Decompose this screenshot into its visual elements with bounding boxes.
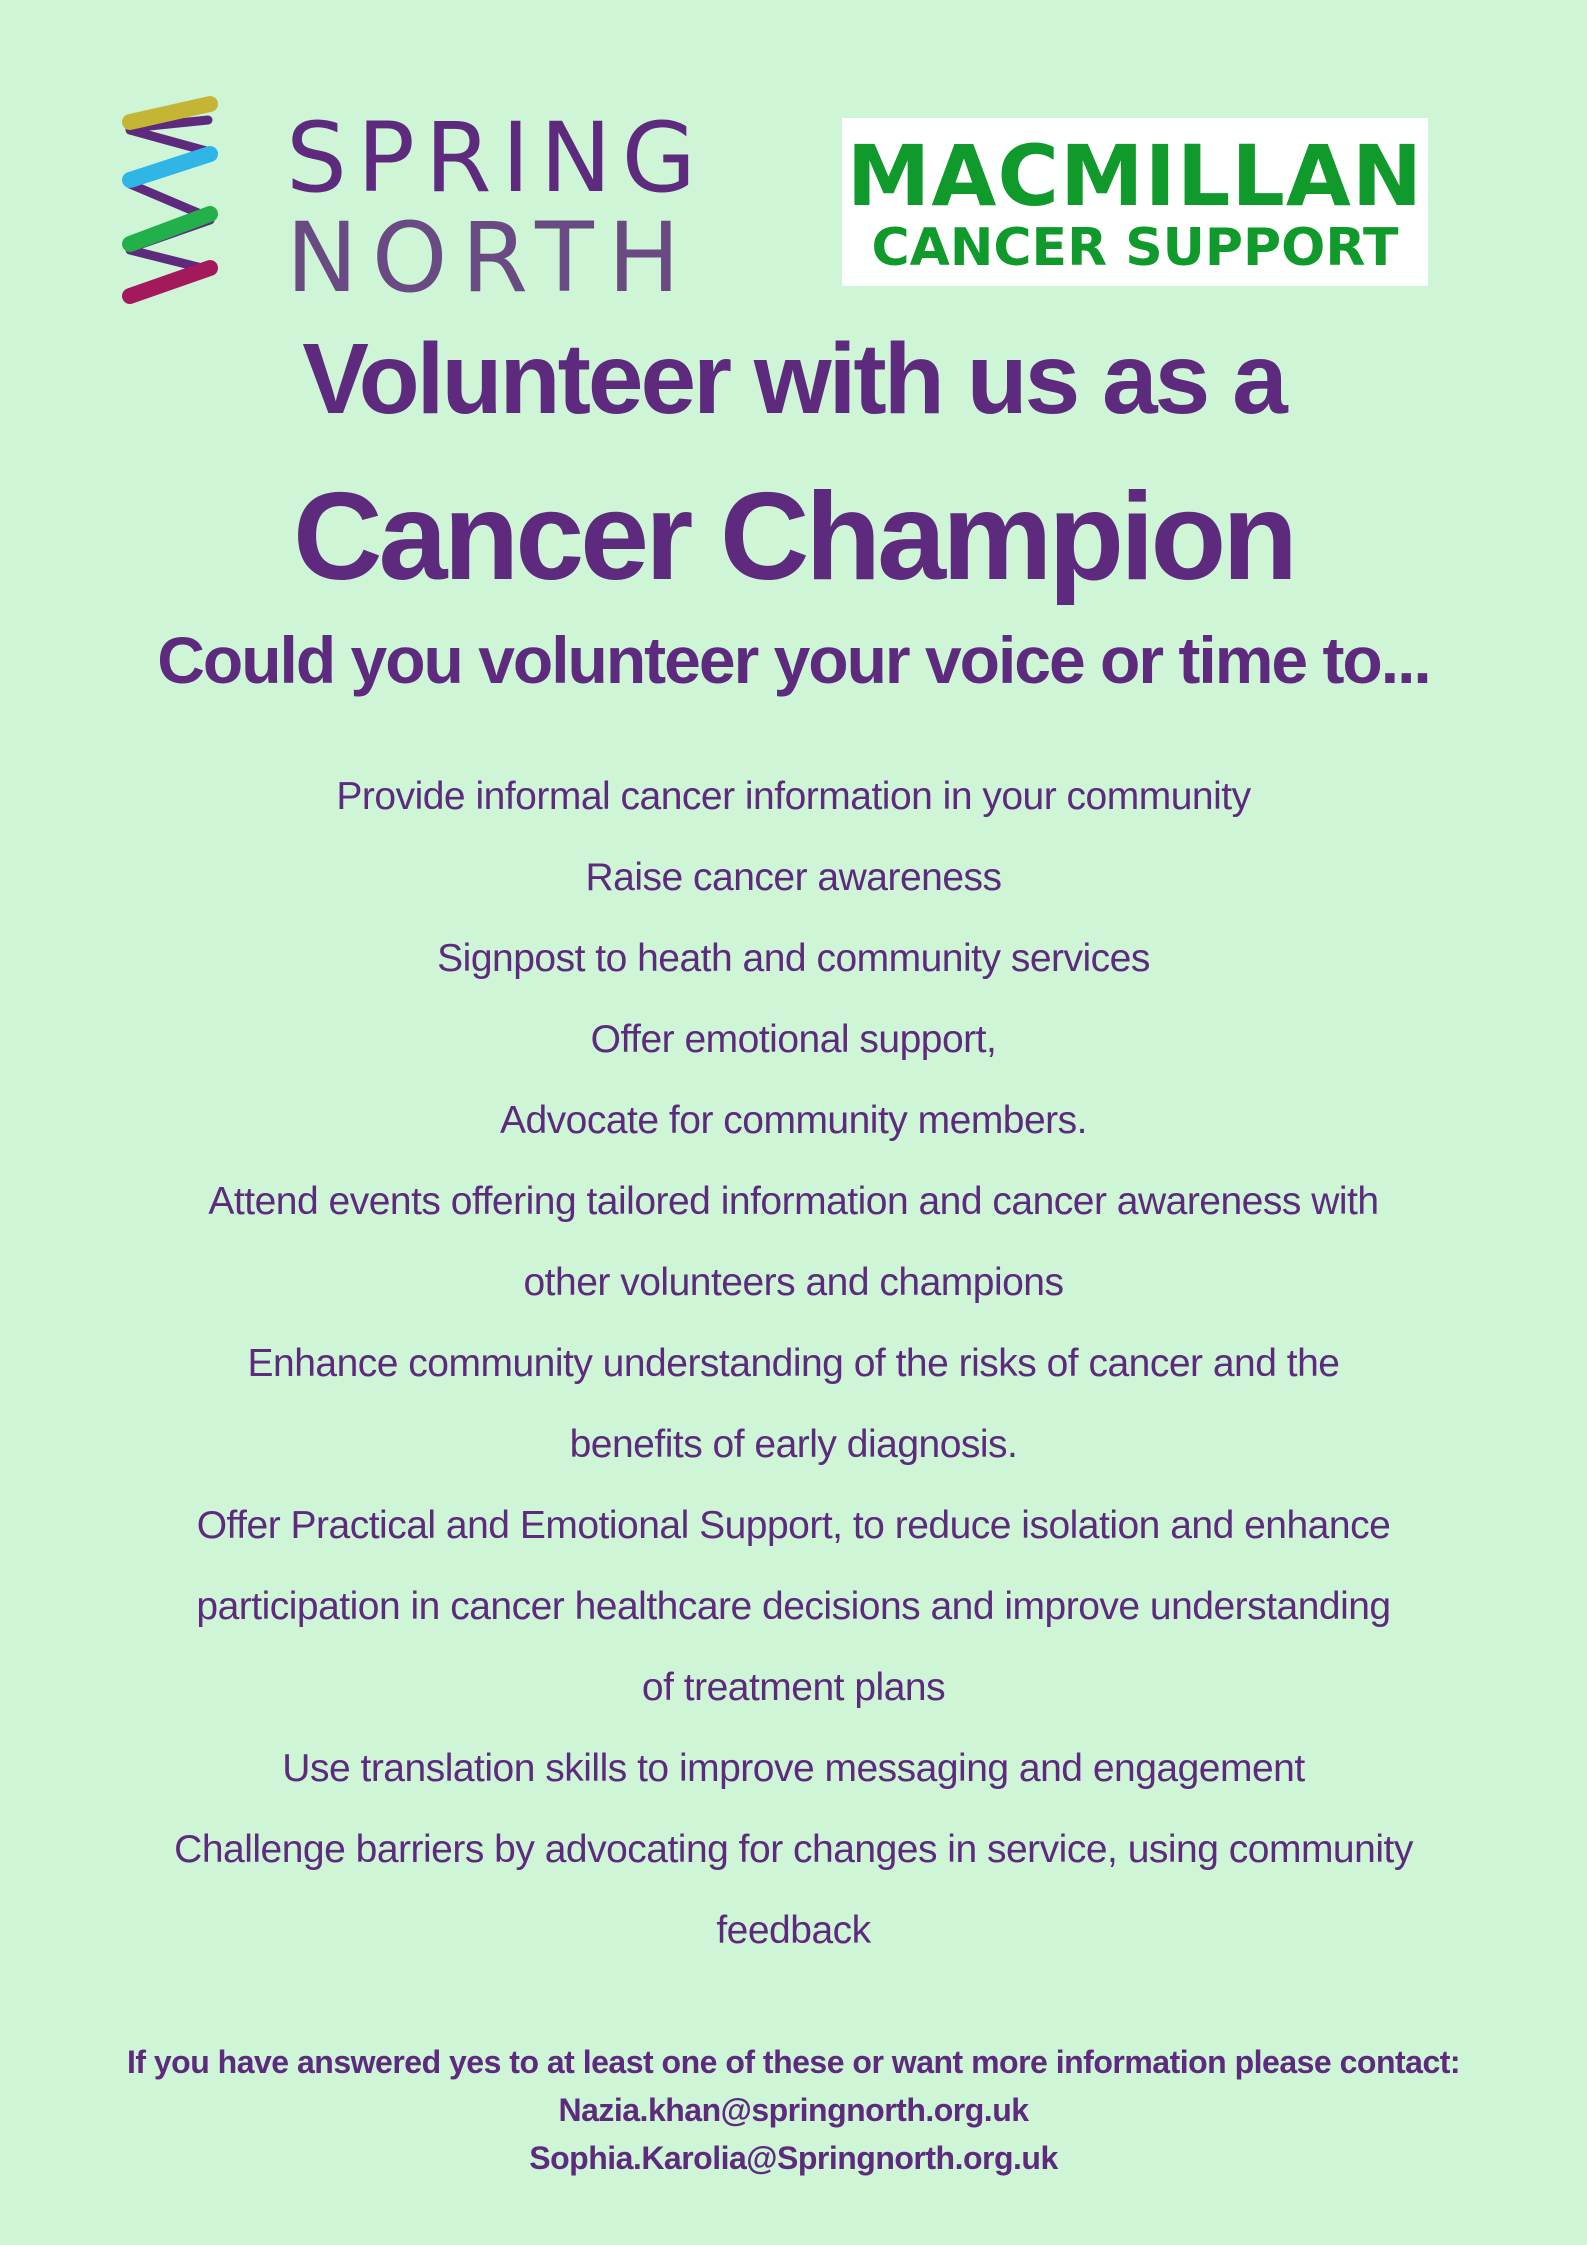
macmillan-word: MACMILLAN <box>846 127 1424 225</box>
activity-line: benefits of early diagnosis. <box>569 1423 1018 1466</box>
subheading-question: Could you volunteer your voice or time to... <box>157 623 1430 697</box>
activity-line: participation in cancer healthcare decisions and improve understanding <box>196 1585 1391 1628</box>
activities-list <box>60 756 1527 1971</box>
contact-section <box>0 2038 1587 2182</box>
activity-line: of treatment plans <box>641 1666 946 1709</box>
activity-line: Signpost to heath and community services <box>437 937 1150 980</box>
activity-line: Offer Practical and Emotional Support, to reduce isolation and enhance <box>196 1504 1391 1547</box>
contact-email-nazia[interactable]: Nazia.khan@springnorth.org.uk <box>558 2092 1029 2128</box>
activity-line: Offer emotional support, <box>590 1018 997 1061</box>
north-word: NORTH <box>286 202 694 314</box>
activity-line: Enhance community understanding of the risks of cancer and the <box>247 1342 1340 1385</box>
activity-line: Advocate for community members. <box>499 1099 1088 1142</box>
activity-line: feedback <box>716 1909 871 1952</box>
headline-cancer-champion: Cancer Champion <box>292 468 1295 606</box>
activity-line: Raise cancer awareness <box>585 856 1002 899</box>
activity-line: Attend events offering tailored information and cancer awareness with <box>208 1180 1379 1223</box>
spring-word: SPRING <box>286 102 707 214</box>
activity-line: other volunteers and champions <box>523 1261 1064 1304</box>
contact-prompt: If you have answered yes to at least one of these or want more information please contact: <box>126 2044 1461 2080</box>
spring-north-stripes-icon <box>118 92 228 312</box>
activity-line: Challenge barriers by advocating for changes in service, using community <box>174 1828 1413 1871</box>
macmillan-logo <box>842 118 1428 286</box>
cancer-support-word: CANCER SUPPORT <box>871 218 1399 278</box>
spring-north-logo <box>118 92 707 314</box>
spring-north-wordmark <box>286 102 707 314</box>
activity-line: Provide informal cancer information in your community <box>336 775 1251 818</box>
contact-email-sophia[interactable]: Sophia.Karolia@Springnorth.org.uk <box>529 2140 1058 2176</box>
activity-line: Use translation skills to improve messaging and engagement <box>282 1747 1305 1790</box>
headline-volunteer: Volunteer with us as a <box>302 323 1285 435</box>
